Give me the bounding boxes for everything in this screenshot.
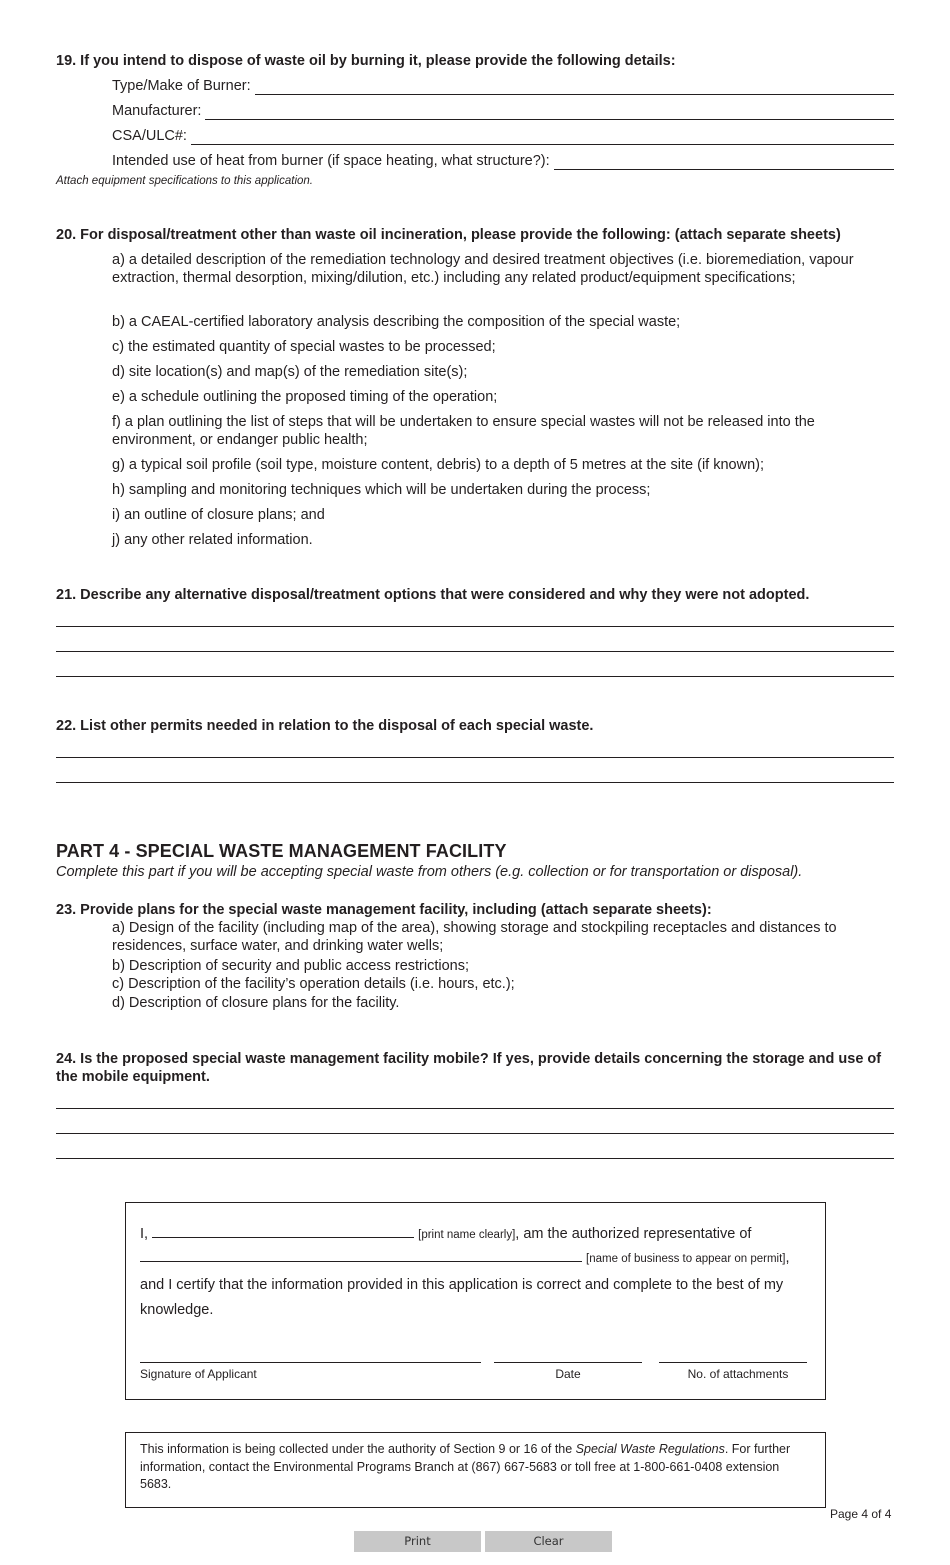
q21-answer-line[interactable] xyxy=(56,651,894,652)
q24-answer-line[interactable] xyxy=(56,1158,894,1159)
q20-heading: 20. For disposal/treatment other than waste oil incineration, please provide the following: (attach separate sheets) xyxy=(56,227,841,243)
authorized-text: , am the authorized representative of xyxy=(515,1226,752,1242)
print-button[interactable]: Print xyxy=(354,1531,481,1552)
notice-text-before: This information is being collected under the authority of Section 9 or 16 of the xyxy=(140,1442,576,1456)
attachments-input-line[interactable] xyxy=(659,1362,807,1363)
manufacturer-input-line[interactable] xyxy=(205,106,894,120)
q20-item-j: j) any other related information. xyxy=(112,532,313,548)
csa-ulc-field[interactable] xyxy=(112,125,894,145)
regulation-name: Special Waste Regulations xyxy=(575,1442,725,1456)
heat-use-field[interactable] xyxy=(112,150,894,170)
q20-item-c: c) the estimated quantity of special wastes to be processed; xyxy=(112,339,496,355)
clear-button[interactable]: Clear xyxy=(485,1531,612,1552)
csa-ulc-input-line[interactable] xyxy=(191,131,894,145)
signature-label: Signature of Applicant xyxy=(140,1367,257,1381)
burner-type-label: Type/Make of Burner: xyxy=(112,78,251,94)
signature-input-line[interactable] xyxy=(140,1362,481,1363)
q23-item-c: c) Description of the facility’s operation details (i.e. hours, etc.); xyxy=(112,976,515,992)
page-number: Page 4 of 4 xyxy=(830,1507,892,1521)
business-name-input-line[interactable] xyxy=(140,1250,582,1262)
business-comma: , xyxy=(785,1250,790,1266)
q20-item-d: d) site location(s) and map(s) of the remediation site(s); xyxy=(112,364,468,380)
q20-item-a: a) a detailed description of the remediation technology and desired treatment objectives (i.e. bioremediation, vapour extraction, thermal desorption, mixing/dilution, etc.) including any related product/equipment specifications; xyxy=(112,252,854,286)
q20-item-f: f) a plan outlining the list of steps that will be undertaken to ensure special wastes will not be released into the environment, or endanger public health; xyxy=(112,414,815,448)
q23-heading: 23. Provide plans for the special waste management facility, including (attach separate sheets): xyxy=(56,902,712,918)
manufacturer-label: Manufacturer: xyxy=(112,103,202,119)
certification-line-1 xyxy=(140,1225,811,1244)
print-name-hint: [print name clearly] xyxy=(418,1229,516,1241)
q22-answer-line[interactable] xyxy=(56,757,894,758)
q23-item-d: d) Description of closure plans for the facility. xyxy=(112,995,400,1011)
notice-text-after: . For further information, contact the Environmental Programs Branch at (867) 667-5683 or toll free at 1-800-661-0408 extension 5683. xyxy=(140,1442,791,1491)
certification-line-2 xyxy=(140,1249,811,1268)
burner-type-field[interactable] xyxy=(112,75,894,95)
part4-subtitle: Complete this part if you will be accepting special waste from others (e.g. collection or for transportation or disposal). xyxy=(56,864,803,880)
q21-heading: 21. Describe any alternative disposal/treatment options that were considered and why they were not adopted. xyxy=(56,587,810,603)
manufacturer-field[interactable] xyxy=(112,100,894,120)
q20-item-g: g) a typical soil profile (soil type, moisture content, debris) to a depth of 5 metres at the site (if known); xyxy=(112,457,764,473)
q24-answer-line[interactable] xyxy=(56,1133,894,1134)
q20-item-b: b) a CAEAL-certified laboratory analysis describing the composition of the special waste; xyxy=(112,314,681,330)
print-name-input-line[interactable] xyxy=(152,1226,414,1238)
q23-item-a: a) Design of the facility (including map of the area), showing storage and stockpiling receptacles and distances to residences, surface water, and drinking water wells; xyxy=(112,920,837,954)
certification-box xyxy=(125,1202,826,1400)
heat-use-input-line[interactable] xyxy=(554,156,894,170)
certify-statement: and I certify that the information provided in this application is correct and complete to the best of my knowledge. xyxy=(140,1277,784,1318)
q22-heading: 22. List other permits needed in relation to the disposal of each special waste. xyxy=(56,718,594,734)
q20-item-i: i) an outline of closure plans; and xyxy=(112,507,325,523)
q20-item-e: e) a schedule outlining the proposed timing of the operation; xyxy=(112,389,498,405)
q24-answer-line[interactable] xyxy=(56,1108,894,1109)
attach-equipment-note: Attach equipment specifications to this application. xyxy=(56,175,313,187)
burner-type-input-line[interactable] xyxy=(255,81,894,95)
q19-heading: 19. If you intend to dispose of waste oil by burning it, please provide the following details: xyxy=(56,53,676,69)
q22-answer-line[interactable] xyxy=(56,782,894,783)
heat-use-label: Intended use of heat from burner (if space heating, what structure?): xyxy=(112,153,550,169)
date-label: Date xyxy=(555,1367,581,1381)
q23-item-b: b) Description of security and public access restrictions; xyxy=(112,958,470,974)
privacy-notice-box xyxy=(125,1432,826,1508)
business-name-hint: [name of business to appear on permit] xyxy=(586,1253,786,1265)
cert-prefix: I, xyxy=(140,1226,149,1242)
attachments-label: No. of attachments xyxy=(687,1367,789,1381)
q24-heading: 24. Is the proposed special waste management facility mobile? If yes, provide details concerning the storage and use of the mobile equipment. xyxy=(56,1051,882,1085)
csa-ulc-label: CSA/ULC#: xyxy=(112,128,187,144)
q21-answer-line[interactable] xyxy=(56,626,894,627)
date-input-line[interactable] xyxy=(494,1362,642,1363)
q21-answer-line[interactable] xyxy=(56,676,894,677)
part4-title: PART 4 - SPECIAL WASTE MANAGEMENT FACILITY xyxy=(56,841,507,861)
q20-item-h: h) sampling and monitoring techniques which will be undertaken during the process; xyxy=(112,482,651,498)
